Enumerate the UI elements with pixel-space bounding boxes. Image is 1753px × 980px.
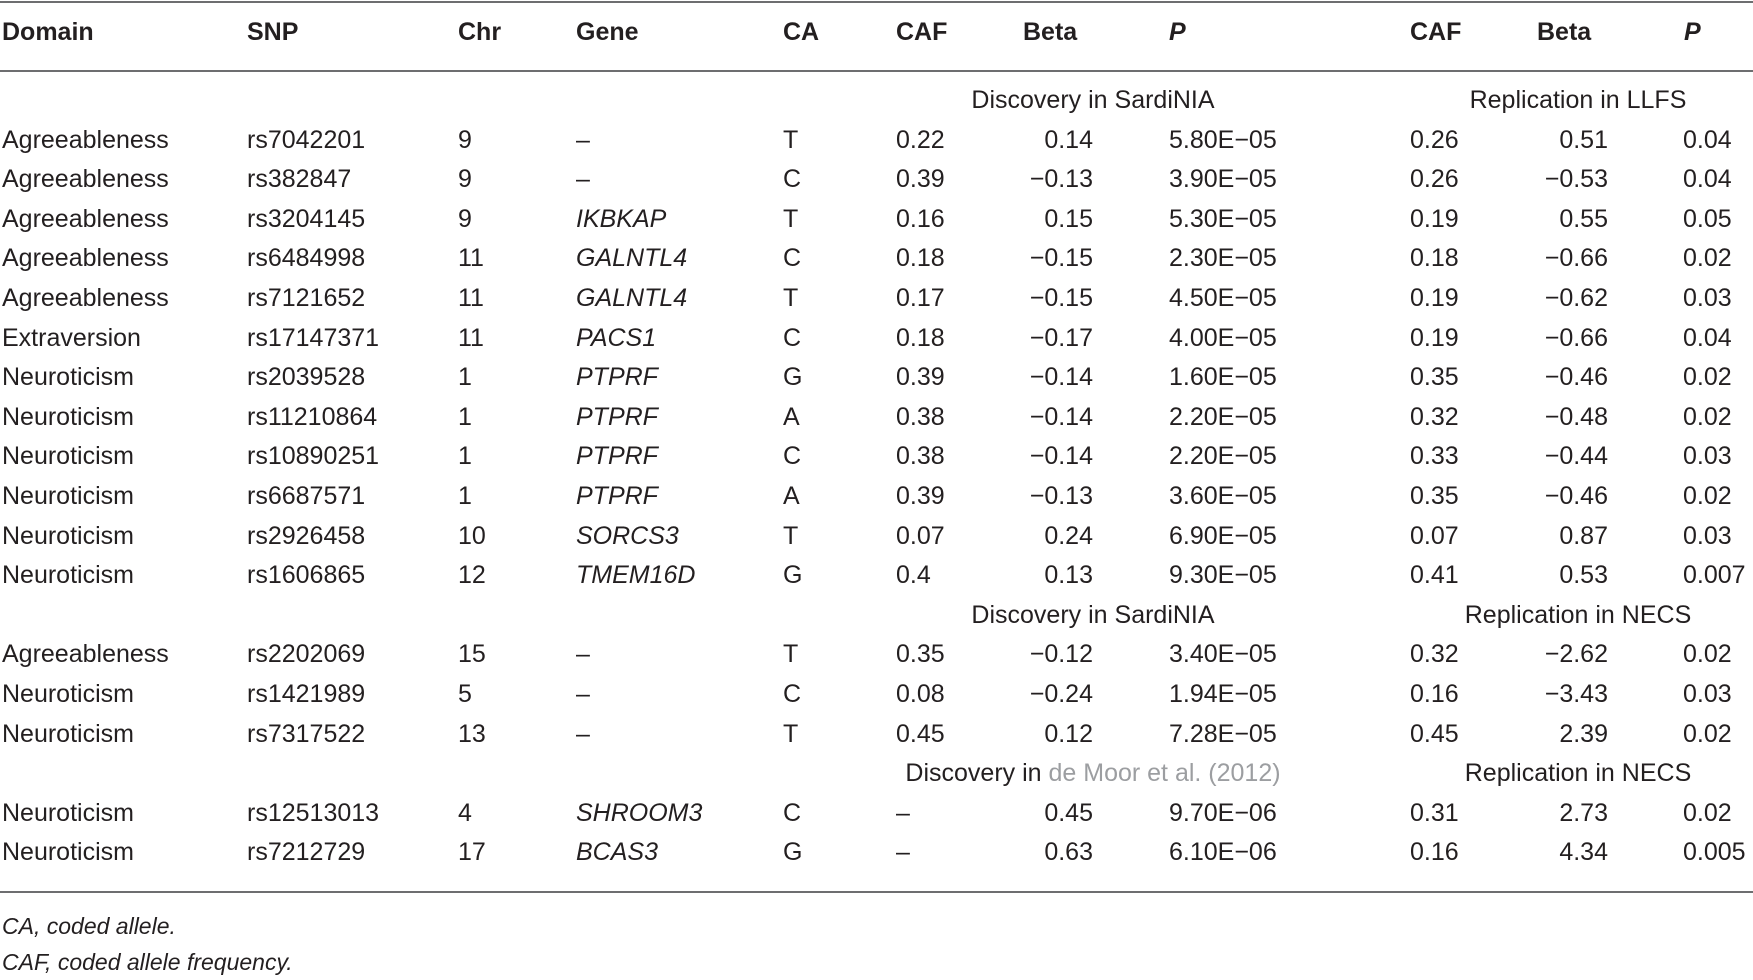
table-row	[0, 714, 1753, 754]
table-row	[0, 357, 1753, 397]
cell-chr: 5	[458, 680, 472, 708]
table-row	[0, 674, 1753, 714]
cell-p-discovery: 4.00E−05	[1169, 323, 1277, 352]
cell-caf-replication: 0.19	[1410, 323, 1459, 352]
cell-caf-discovery: 0.08	[896, 680, 945, 708]
cell-caf-replication: 0.35	[1410, 363, 1459, 392]
cell-p-replication: 0.02	[1683, 640, 1732, 669]
cell-caf-discovery: 0.22	[896, 125, 945, 154]
cell-chr: 11	[458, 244, 484, 273]
cell-domain: Neuroticism	[2, 521, 134, 550]
cell-ca: T	[783, 125, 799, 154]
header-rule	[0, 70, 1753, 72]
header-row	[0, 12, 1753, 52]
cell-beta-replication: 2.73	[1559, 798, 1608, 827]
cell-beta-discovery: 0.12	[1044, 719, 1093, 748]
cell-p-discovery: 1.94E−05	[1169, 680, 1277, 708]
discovery-label	[900, 595, 1286, 635]
cell-ca: T	[783, 719, 799, 748]
discovery-label	[870, 753, 1316, 793]
cell-chr: 11	[458, 284, 484, 312]
cell-beta-discovery: −0.17	[1029, 323, 1093, 352]
cell-domain: Agreeableness	[2, 204, 169, 233]
cell-domain: Neuroticism	[2, 363, 134, 392]
cell-beta-discovery: −0.13	[1029, 165, 1093, 194]
cell-chr: 1	[458, 363, 472, 392]
header-gene: Gene	[576, 18, 639, 46]
cell-beta-replication: 0.87	[1559, 521, 1608, 550]
cell-chr: 15	[458, 640, 486, 669]
cell-gene: PACS1	[576, 323, 657, 352]
footnote-caf: CAF, coded allele frequency.	[2, 949, 293, 975]
cell-beta-discovery: −0.14	[1029, 442, 1093, 471]
table-row	[0, 120, 1753, 160]
table-row	[0, 318, 1753, 358]
cell-beta-discovery: 0.24	[1044, 521, 1093, 550]
cell-domain: Neuroticism	[2, 561, 134, 590]
cell-ca: A	[783, 482, 800, 510]
cell-chr: 1	[458, 442, 472, 471]
discovery-label	[900, 80, 1286, 120]
cell-snp: rs3204145	[247, 204, 366, 233]
header-domain: Domain	[2, 18, 94, 46]
cell-caf-replication: 0.16	[1410, 680, 1459, 708]
replication-label: Replication in NECS	[1464, 759, 1692, 788]
cell-gene: SORCS3	[576, 521, 679, 550]
cell-p-replication: 0.02	[1683, 402, 1732, 431]
cell-ca: C	[783, 442, 802, 471]
cell-chr: 1	[458, 482, 472, 510]
cell-p-discovery: 5.30E−05	[1169, 204, 1277, 233]
cell-p-replication: 0.02	[1683, 719, 1732, 748]
cell-p-discovery: 5.80E−05	[1169, 125, 1277, 154]
cell-caf-discovery: 0.35	[896, 640, 945, 669]
cell-caf-discovery: 0.07	[896, 521, 945, 550]
cell-caf-replication: 0.45	[1410, 719, 1459, 748]
cell-p-discovery: 2.20E−05	[1169, 402, 1277, 431]
cell-beta-replication: 0.51	[1559, 125, 1608, 154]
cell-beta-replication: −2.62	[1544, 640, 1608, 669]
cell-caf-discovery: 0.16	[896, 204, 945, 233]
cell-p-replication: 0.02	[1683, 798, 1732, 827]
cell-beta-replication: 4.34	[1559, 838, 1608, 867]
cell-p-discovery: 3.90E−05	[1169, 165, 1277, 194]
table-row	[0, 238, 1753, 278]
table-row	[0, 516, 1753, 556]
cell-beta-discovery: 0.14	[1044, 125, 1093, 154]
cell-p-discovery: 6.90E−05	[1169, 521, 1277, 550]
cell-chr: 11	[458, 323, 484, 352]
cell-domain: Extraversion	[2, 323, 141, 352]
cell-caf-replication: 0.32	[1410, 402, 1459, 431]
table-row	[0, 476, 1753, 516]
cell-caf-discovery: 0.39	[896, 482, 945, 510]
cell-gene: –	[576, 640, 590, 669]
cell-beta-discovery: −0.13	[1029, 482, 1093, 510]
cell-p-discovery: 1.60E−05	[1169, 363, 1277, 392]
cell-p-replication: 0.03	[1683, 521, 1732, 550]
cell-gene: PTPRF	[576, 482, 658, 510]
cell-snp: rs1421989	[247, 680, 366, 708]
cell-chr: 12	[458, 561, 486, 590]
cell-gene: –	[576, 719, 590, 748]
cell-domain: Agreeableness	[2, 640, 169, 669]
cell-snp: rs7042201	[247, 125, 366, 154]
cell-snp: rs7212729	[247, 838, 366, 867]
cell-p-replication: 0.02	[1683, 482, 1732, 510]
header-beta-replication: Beta	[1537, 18, 1592, 46]
cell-domain: Neuroticism	[2, 402, 134, 431]
cell-p-replication: 0.04	[1683, 165, 1732, 194]
cell-chr: 13	[458, 719, 486, 748]
cell-caf-discovery: 0.18	[896, 323, 945, 352]
cell-gene: –	[576, 680, 590, 708]
cell-domain: Agreeableness	[2, 125, 169, 154]
cell-gene: PTPRF	[576, 363, 658, 392]
cell-caf-replication: 0.31	[1410, 798, 1459, 827]
cell-p-discovery: 7.28E−05	[1169, 719, 1277, 748]
cell-ca: A	[783, 402, 800, 431]
header-caf-replication: CAF	[1410, 18, 1462, 46]
cell-beta-replication: −0.53	[1544, 165, 1608, 194]
table-row	[0, 793, 1753, 833]
cell-caf-replication: 0.33	[1410, 442, 1459, 471]
section-header	[0, 595, 1753, 635]
cell-snp: rs7317522	[247, 719, 366, 748]
cell-domain: Agreeableness	[2, 244, 169, 273]
header-snp: SNP	[247, 18, 299, 46]
cell-beta-discovery: −0.12	[1029, 640, 1093, 669]
cell-caf-discovery: 0.45	[896, 719, 945, 748]
cell-gene: TMEM16D	[576, 561, 696, 590]
cell-beta-replication: −0.66	[1544, 323, 1608, 352]
cell-caf-discovery: 0.38	[896, 442, 945, 471]
table-row	[0, 436, 1753, 476]
cell-caf-discovery: –	[896, 838, 910, 867]
header-p-discovery: P	[1169, 18, 1186, 46]
cell-caf-replication: 0.18	[1410, 244, 1459, 273]
discovery-text: Discovery in SardiNIA	[971, 600, 1215, 629]
header-ca: CA	[783, 18, 820, 46]
cell-ca: T	[783, 640, 799, 669]
cell-caf-replication: 0.26	[1410, 165, 1459, 194]
cell-chr: 9	[458, 165, 472, 194]
cell-beta-discovery: −0.14	[1029, 363, 1093, 392]
cell-snp: rs1606865	[247, 561, 366, 590]
cell-caf-replication: 0.35	[1410, 482, 1459, 510]
cell-snp: rs11210864	[247, 402, 378, 431]
cell-snp: rs2039528	[247, 363, 366, 392]
cell-p-discovery: 9.30E−05	[1169, 561, 1277, 590]
cell-ca: G	[783, 838, 803, 867]
cell-caf-replication: 0.19	[1410, 284, 1459, 312]
top-rule	[0, 1, 1753, 3]
cell-beta-replication: −0.44	[1544, 442, 1608, 471]
cell-p-replication: 0.02	[1683, 363, 1732, 392]
cell-snp: rs6687571	[247, 482, 366, 510]
table-row	[0, 159, 1753, 199]
citation-link[interactable]: de Moor et al. (2012)	[1048, 759, 1281, 788]
cell-beta-replication: −3.43	[1544, 680, 1608, 708]
table-row	[0, 278, 1753, 318]
cell-p-discovery: 4.50E−05	[1169, 284, 1277, 312]
cell-p-discovery: 6.10E−06	[1169, 838, 1277, 867]
cell-domain: Neuroticism	[2, 482, 134, 510]
cell-p-discovery: 9.70E−06	[1169, 798, 1277, 827]
cell-caf-replication: 0.32	[1410, 640, 1459, 669]
cell-chr: 1	[458, 402, 472, 431]
cell-caf-replication: 0.26	[1410, 125, 1459, 154]
cell-caf-replication: 0.41	[1410, 561, 1459, 590]
cell-ca: T	[783, 284, 799, 312]
table-row	[0, 832, 1753, 872]
cell-beta-replication: −0.46	[1544, 482, 1608, 510]
section-header	[0, 753, 1753, 793]
cell-gene: BCAS3	[576, 838, 658, 867]
replication-label: Replication in NECS	[1464, 600, 1692, 629]
cell-ca: T	[783, 204, 799, 233]
cell-gene: GALNTL4	[576, 284, 688, 312]
cell-p-discovery: 3.60E−05	[1169, 482, 1277, 510]
cell-beta-replication: 0.55	[1559, 204, 1608, 233]
cell-gene: IKBKAP	[576, 204, 667, 233]
cell-caf-discovery: 0.38	[896, 402, 945, 431]
cell-beta-discovery: 0.63	[1044, 838, 1093, 867]
cell-gene: PTPRF	[576, 442, 658, 471]
discovery-text: Discovery in	[905, 759, 1049, 788]
cell-snp: rs10890251	[247, 442, 380, 471]
cell-ca: G	[783, 363, 803, 392]
table-row	[0, 397, 1753, 437]
cell-domain: Neuroticism	[2, 442, 134, 471]
cell-p-replication: 0.05	[1683, 204, 1732, 233]
cell-snp: rs12513013	[247, 798, 380, 827]
cell-p-discovery: 3.40E−05	[1169, 640, 1277, 669]
cell-ca: G	[783, 561, 803, 590]
bottom-rule	[0, 891, 1753, 893]
cell-caf-discovery: 0.17	[896, 284, 945, 312]
footnote-ca: CA, coded allele.	[2, 913, 176, 939]
cell-ca: C	[783, 680, 802, 708]
cell-beta-discovery: −0.15	[1029, 244, 1093, 273]
cell-beta-replication: −0.46	[1544, 363, 1608, 392]
cell-domain: Neuroticism	[2, 838, 134, 867]
cell-ca: C	[783, 323, 802, 352]
cell-caf-discovery: 0.39	[896, 165, 945, 194]
cell-caf-discovery: –	[896, 798, 910, 827]
cell-chr: 17	[458, 838, 486, 867]
cell-snp: rs382847	[247, 165, 352, 194]
cell-gene: SHROOM3	[576, 798, 703, 827]
cell-ca: C	[783, 165, 802, 194]
cell-chr: 10	[458, 521, 486, 550]
cell-caf-discovery: 0.4	[896, 561, 931, 590]
cell-domain: Agreeableness	[2, 165, 169, 194]
replication-label: Replication in LLFS	[1469, 86, 1687, 114]
cell-domain: Neuroticism	[2, 719, 134, 748]
cell-snp: rs2202069	[247, 640, 366, 669]
header-beta-discovery: Beta	[1023, 18, 1078, 46]
discovery-text: Discovery in SardiNIA	[971, 86, 1215, 114]
cell-beta-replication: −0.66	[1544, 244, 1608, 273]
cell-beta-discovery: −0.14	[1029, 402, 1093, 431]
cell-p-discovery: 2.30E−05	[1169, 244, 1277, 273]
cell-caf-replication: 0.19	[1410, 204, 1459, 233]
header-chr: Chr	[458, 18, 502, 46]
cell-p-replication: 0.03	[1683, 680, 1732, 708]
cell-p-replication: 0.03	[1683, 442, 1732, 471]
cell-chr: 4	[458, 798, 472, 827]
header-caf-discovery: CAF	[896, 18, 948, 46]
cell-caf-discovery: 0.18	[896, 244, 945, 273]
cell-snp: rs2926458	[247, 521, 366, 550]
table-row	[0, 555, 1753, 595]
cell-p-replication: 0.04	[1683, 323, 1732, 352]
cell-gene: GALNTL4	[576, 244, 688, 273]
cell-caf-discovery: 0.39	[896, 363, 945, 392]
cell-beta-discovery: −0.15	[1029, 284, 1093, 312]
cell-p-replication: 0.02	[1683, 244, 1732, 273]
section-header	[0, 80, 1753, 120]
cell-domain: Neuroticism	[2, 798, 134, 827]
cell-p-replication: 0.04	[1683, 125, 1732, 154]
cell-beta-replication: −0.62	[1544, 284, 1608, 312]
cell-ca: C	[783, 798, 802, 827]
table-row	[0, 634, 1753, 674]
cell-beta-replication: −0.48	[1544, 402, 1608, 431]
cell-beta-discovery: 0.15	[1044, 204, 1093, 233]
cell-domain: Agreeableness	[2, 284, 169, 312]
cell-gene: PTPRF	[576, 402, 658, 431]
cell-gene: –	[576, 165, 590, 194]
cell-beta-discovery: 0.13	[1044, 561, 1093, 590]
cell-p-replication: 0.005	[1683, 838, 1746, 867]
cell-chr: 9	[458, 125, 472, 154]
cell-domain: Neuroticism	[2, 680, 134, 708]
cell-snp: rs6484998	[247, 244, 366, 273]
cell-caf-replication: 0.07	[1410, 521, 1459, 550]
cell-chr: 9	[458, 204, 472, 233]
cell-p-replication: 0.03	[1683, 284, 1732, 312]
table-row	[0, 199, 1753, 239]
cell-beta-replication: 2.39	[1559, 719, 1608, 748]
cell-p-discovery: 2.20E−05	[1169, 442, 1277, 471]
cell-ca: T	[783, 521, 799, 550]
cell-p-replication: 0.007	[1683, 561, 1746, 590]
cell-snp: rs17147371	[247, 323, 380, 352]
header-p-replication: P	[1684, 18, 1701, 46]
cell-beta-replication: 0.53	[1559, 561, 1608, 590]
cell-beta-discovery: 0.45	[1044, 798, 1093, 827]
cell-beta-discovery: −0.24	[1029, 680, 1093, 708]
cell-caf-replication: 0.16	[1410, 838, 1459, 867]
cell-gene: –	[576, 125, 590, 154]
cell-snp: rs7121652	[247, 284, 366, 312]
cell-ca: C	[783, 244, 802, 273]
